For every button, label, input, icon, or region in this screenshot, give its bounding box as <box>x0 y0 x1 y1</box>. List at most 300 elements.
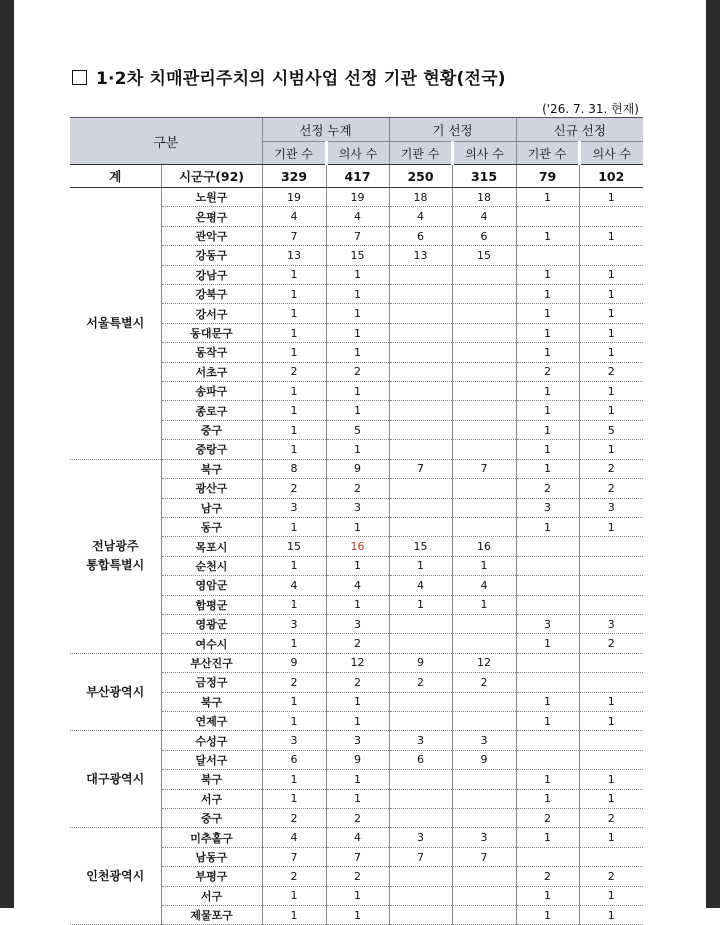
district-name: 여수시 <box>161 634 262 653</box>
count-cell <box>452 498 516 517</box>
district-name: 강남구 <box>161 265 262 284</box>
count-cell: 9 <box>326 459 389 478</box>
header-sub-doctors: 의사 수 <box>326 142 389 165</box>
count-cell: 8 <box>262 459 326 478</box>
count-cell: 1 <box>452 595 516 614</box>
count-cell: 1 <box>262 343 326 362</box>
count-cell <box>389 517 452 536</box>
count-cell <box>452 420 516 439</box>
count-cell: 6 <box>389 750 452 769</box>
count-cell: 1 <box>326 382 389 401</box>
header-group-cumulative: 선정 누계 <box>262 118 389 142</box>
district-name: 함평군 <box>161 595 262 614</box>
count-cell: 4 <box>262 576 326 595</box>
count-cell: 1 <box>262 789 326 808</box>
count-cell: 1 <box>516 226 579 245</box>
count-cell: 1 <box>516 886 579 905</box>
district-name: 남구 <box>161 498 262 517</box>
count-cell: 1 <box>579 382 643 401</box>
viewer-left-border <box>0 0 14 908</box>
count-cell: 9 <box>389 653 452 672</box>
count-cell <box>389 789 452 808</box>
count-cell: 3 <box>262 614 326 633</box>
count-cell <box>452 711 516 730</box>
count-cell: 1 <box>579 226 643 245</box>
table-row <box>70 459 643 478</box>
count-cell: 1 <box>326 711 389 730</box>
count-cell: 1 <box>262 382 326 401</box>
count-cell <box>389 382 452 401</box>
count-cell: 1 <box>579 886 643 905</box>
district-name: 목포시 <box>161 537 262 556</box>
count-cell <box>516 207 579 226</box>
table-row <box>70 731 643 750</box>
count-cell: 1 <box>326 304 389 323</box>
count-cell: 1 <box>326 886 389 905</box>
count-cell: 3 <box>326 731 389 750</box>
count-cell <box>579 653 643 672</box>
count-cell: 1 <box>579 265 643 284</box>
count-cell: 1 <box>579 906 643 925</box>
table-row <box>70 653 643 672</box>
count-cell: 9 <box>452 750 516 769</box>
count-cell <box>389 479 452 498</box>
count-cell: 1 <box>326 692 389 711</box>
count-cell: 3 <box>389 731 452 750</box>
district-name: 동대문구 <box>161 323 262 342</box>
count-cell: 1 <box>516 789 579 808</box>
count-cell: 1 <box>516 692 579 711</box>
count-cell: 3 <box>516 614 579 633</box>
district-name: 서구 <box>161 789 262 808</box>
count-cell <box>389 692 452 711</box>
count-cell: 2 <box>326 479 389 498</box>
count-cell <box>389 711 452 730</box>
count-cell: 1 <box>579 440 643 459</box>
count-cell: 2 <box>326 673 389 692</box>
count-cell: 3 <box>389 828 452 847</box>
count-cell: 9 <box>326 750 389 769</box>
total-label: 계 <box>70 165 161 188</box>
count-cell <box>389 304 452 323</box>
count-cell: 2 <box>579 362 643 381</box>
total-value: 417 <box>326 165 389 188</box>
count-cell <box>389 285 452 304</box>
count-cell <box>452 906 516 925</box>
count-cell: 12 <box>452 653 516 672</box>
count-cell: 16 <box>452 537 516 556</box>
count-cell: 7 <box>452 459 516 478</box>
count-cell: 1 <box>326 906 389 925</box>
count-cell <box>516 537 579 556</box>
header-sub-institutions: 기관 수 <box>262 142 326 165</box>
count-cell: 1 <box>262 556 326 575</box>
count-cell: 2 <box>262 673 326 692</box>
district-name: 미추홀구 <box>161 828 262 847</box>
count-cell <box>579 207 643 226</box>
count-cell: 1 <box>262 304 326 323</box>
district-name: 북구 <box>161 692 262 711</box>
district-name: 금정구 <box>161 673 262 692</box>
count-cell: 1 <box>516 323 579 342</box>
count-cell <box>389 343 452 362</box>
count-cell: 1 <box>262 634 326 653</box>
count-cell: 1 <box>262 323 326 342</box>
district-name: 제물포구 <box>161 906 262 925</box>
header-sub-institutions: 기관 수 <box>516 142 579 165</box>
count-cell <box>579 537 643 556</box>
count-cell: 1 <box>579 323 643 342</box>
count-cell <box>389 265 452 284</box>
count-cell <box>579 556 643 575</box>
count-cell <box>516 653 579 672</box>
count-cell: 13 <box>389 246 452 265</box>
count-cell: 2 <box>262 809 326 828</box>
count-cell <box>452 440 516 459</box>
district-name: 노원구 <box>161 188 262 207</box>
count-cell: 1 <box>262 401 326 420</box>
count-cell: 1 <box>326 595 389 614</box>
count-cell: 7 <box>262 847 326 866</box>
count-cell: 4 <box>326 576 389 595</box>
count-cell: 1 <box>516 634 579 653</box>
count-cell: 2 <box>262 867 326 886</box>
count-cell: 18 <box>452 188 516 207</box>
count-cell <box>452 285 516 304</box>
count-cell: 1 <box>516 343 579 362</box>
count-cell: 1 <box>262 906 326 925</box>
header-sub-institutions: 기관 수 <box>389 142 452 165</box>
count-cell: 1 <box>262 711 326 730</box>
count-cell: 19 <box>262 188 326 207</box>
count-cell: 1 <box>262 285 326 304</box>
count-cell: 2 <box>579 459 643 478</box>
count-cell: 2 <box>579 479 643 498</box>
district-name: 동구 <box>161 517 262 536</box>
count-cell: 1 <box>516 401 579 420</box>
count-cell: 7 <box>326 847 389 866</box>
count-cell: 2 <box>516 809 579 828</box>
count-cell: 1 <box>326 517 389 536</box>
count-cell: 3 <box>579 614 643 633</box>
count-cell: 3 <box>262 498 326 517</box>
count-cell: 1 <box>262 886 326 905</box>
count-cell <box>452 886 516 905</box>
count-cell: 1 <box>262 595 326 614</box>
count-cell: 1 <box>579 828 643 847</box>
count-cell <box>579 750 643 769</box>
district-name: 북구 <box>161 459 262 478</box>
total-value: 315 <box>452 165 516 188</box>
count-cell <box>389 498 452 517</box>
district-name: 동작구 <box>161 343 262 362</box>
page-title-text: 1·2차 치매관리주치의 시범사업 선정 기관 현황(전국) <box>96 69 506 89</box>
total-unit: 시군구(92) <box>161 165 262 188</box>
region-name: 서울특별시 <box>70 188 161 460</box>
table-row <box>70 188 643 207</box>
count-cell: 3 <box>579 498 643 517</box>
header-group-new: 신규 선정 <box>516 118 643 142</box>
count-cell: 2 <box>452 673 516 692</box>
region-name: 부산광역시 <box>70 653 161 731</box>
count-cell: 1 <box>262 265 326 284</box>
count-cell: 1 <box>262 440 326 459</box>
count-cell: 1 <box>579 789 643 808</box>
count-cell: 1 <box>516 304 579 323</box>
checkbox-square-icon <box>72 70 87 85</box>
count-cell: 7 <box>326 226 389 245</box>
count-cell: 2 <box>262 362 326 381</box>
count-cell: 4 <box>326 828 389 847</box>
district-name: 남동구 <box>161 847 262 866</box>
region-name: 인천광역시 <box>70 828 161 925</box>
count-cell: 1 <box>579 692 643 711</box>
count-cell <box>516 556 579 575</box>
count-cell: 2 <box>326 867 389 886</box>
count-cell <box>579 731 643 750</box>
count-cell <box>389 440 452 459</box>
count-cell <box>516 246 579 265</box>
count-cell: 1 <box>516 459 579 478</box>
region-name: 전남광주 통합특별시 <box>70 459 161 653</box>
count-cell: 6 <box>452 226 516 245</box>
district-name: 영광군 <box>161 614 262 633</box>
count-cell <box>389 362 452 381</box>
district-name: 강서구 <box>161 304 262 323</box>
count-cell: 1 <box>516 711 579 730</box>
total-value: 102 <box>579 165 643 188</box>
total-value: 329 <box>262 165 326 188</box>
count-cell: 1 <box>516 906 579 925</box>
count-cell: 4 <box>262 828 326 847</box>
count-cell <box>452 479 516 498</box>
count-cell <box>452 343 516 362</box>
count-cell: 2 <box>579 809 643 828</box>
count-cell: 1 <box>326 770 389 789</box>
table-row <box>70 828 643 847</box>
count-cell: 18 <box>389 188 452 207</box>
count-cell: 6 <box>262 750 326 769</box>
count-cell <box>389 886 452 905</box>
count-cell: 3 <box>326 614 389 633</box>
count-cell <box>452 614 516 633</box>
count-cell <box>452 401 516 420</box>
count-cell: 1 <box>262 770 326 789</box>
count-cell <box>389 634 452 653</box>
count-cell <box>579 673 643 692</box>
count-cell: 1 <box>579 517 643 536</box>
count-cell: 4 <box>262 207 326 226</box>
district-name: 중구 <box>161 809 262 828</box>
count-cell: 3 <box>452 731 516 750</box>
count-cell <box>452 382 516 401</box>
region-name: 대구광역시 <box>70 731 161 828</box>
count-cell <box>452 809 516 828</box>
count-cell: 1 <box>326 343 389 362</box>
count-cell: 2 <box>326 362 389 381</box>
count-cell: 2 <box>326 634 389 653</box>
count-cell: 4 <box>389 576 452 595</box>
district-name: 부산진구 <box>161 653 262 672</box>
count-cell: 19 <box>326 188 389 207</box>
district-name: 연제구 <box>161 711 262 730</box>
district-name: 광산구 <box>161 479 262 498</box>
count-cell: 15 <box>262 537 326 556</box>
district-name: 중랑구 <box>161 440 262 459</box>
count-cell <box>452 692 516 711</box>
district-name: 북구 <box>161 770 262 789</box>
count-cell: 1 <box>389 595 452 614</box>
total-value: 79 <box>516 165 579 188</box>
count-cell: 7 <box>389 847 452 866</box>
document-page <box>14 0 706 923</box>
count-cell: 1 <box>579 401 643 420</box>
district-name: 순천시 <box>161 556 262 575</box>
count-cell: 1 <box>516 382 579 401</box>
count-cell: 15 <box>326 246 389 265</box>
count-cell: 7 <box>389 459 452 478</box>
count-cell: 1 <box>579 304 643 323</box>
count-cell <box>452 265 516 284</box>
district-name: 종로구 <box>161 401 262 420</box>
count-cell: 1 <box>516 440 579 459</box>
count-cell <box>389 323 452 342</box>
district-name: 서구 <box>161 886 262 905</box>
district-name: 부평구 <box>161 867 262 886</box>
total-value: 250 <box>389 165 452 188</box>
count-cell: 2 <box>389 673 452 692</box>
count-cell: 1 <box>516 770 579 789</box>
count-cell <box>579 847 643 866</box>
count-cell: 7 <box>452 847 516 866</box>
header-sub-doctors: 의사 수 <box>579 142 643 165</box>
count-cell: 12 <box>326 653 389 672</box>
count-cell <box>452 323 516 342</box>
count-cell <box>452 770 516 789</box>
count-cell: 1 <box>516 188 579 207</box>
count-cell: 1 <box>262 692 326 711</box>
count-cell <box>389 770 452 789</box>
count-cell: 1 <box>579 770 643 789</box>
count-cell: 1 <box>516 285 579 304</box>
count-cell <box>516 673 579 692</box>
count-cell <box>452 634 516 653</box>
count-cell <box>516 750 579 769</box>
count-cell: 1 <box>516 265 579 284</box>
count-cell <box>452 362 516 381</box>
count-cell <box>389 906 452 925</box>
count-cell: 5 <box>579 420 643 439</box>
count-cell: 3 <box>262 731 326 750</box>
count-cell <box>516 731 579 750</box>
district-name: 달서구 <box>161 750 262 769</box>
count-cell <box>516 576 579 595</box>
count-cell: 1 <box>579 711 643 730</box>
count-cell <box>579 576 643 595</box>
count-cell <box>389 401 452 420</box>
count-cell: 1 <box>579 343 643 362</box>
count-cell: 1 <box>326 789 389 808</box>
count-cell: 1 <box>452 556 516 575</box>
status-table <box>70 117 643 925</box>
count-cell: 5 <box>326 420 389 439</box>
count-cell: 1 <box>326 440 389 459</box>
count-cell: 2 <box>579 634 643 653</box>
count-cell <box>452 304 516 323</box>
count-cell <box>452 867 516 886</box>
count-cell <box>389 420 452 439</box>
count-cell: 4 <box>389 207 452 226</box>
count-cell: 1 <box>326 285 389 304</box>
count-cell: 1 <box>579 188 643 207</box>
count-cell: 1 <box>516 420 579 439</box>
district-name: 영암군 <box>161 576 262 595</box>
count-cell <box>516 847 579 866</box>
count-cell: 1 <box>262 517 326 536</box>
count-cell: 13 <box>262 246 326 265</box>
viewer-right-border <box>706 0 720 908</box>
count-cell <box>579 595 643 614</box>
count-cell: 2 <box>262 479 326 498</box>
count-cell: 1 <box>326 401 389 420</box>
count-cell <box>452 789 516 808</box>
count-cell: 1 <box>579 285 643 304</box>
count-cell: 1 <box>326 323 389 342</box>
count-cell: 2 <box>516 479 579 498</box>
count-cell <box>389 867 452 886</box>
as-of-date: ('26. 7. 31. 현재) <box>542 102 639 116</box>
count-cell <box>516 595 579 614</box>
count-cell <box>389 809 452 828</box>
count-cell: 7 <box>262 226 326 245</box>
count-cell: 3 <box>452 828 516 847</box>
count-cell: 1 <box>326 556 389 575</box>
count-cell: 1 <box>516 828 579 847</box>
header-sub-doctors: 의사 수 <box>452 142 516 165</box>
count-cell: 3 <box>516 498 579 517</box>
count-cell: 9 <box>262 653 326 672</box>
district-name: 중구 <box>161 420 262 439</box>
count-cell <box>452 517 516 536</box>
count-cell: 3 <box>326 498 389 517</box>
count-cell: 2 <box>516 867 579 886</box>
count-cell: 1 <box>516 517 579 536</box>
district-name: 수성구 <box>161 731 262 750</box>
district-name: 강북구 <box>161 285 262 304</box>
count-cell: 15 <box>452 246 516 265</box>
count-cell: 1 <box>326 265 389 284</box>
district-name: 은평구 <box>161 207 262 226</box>
count-cell: 2 <box>516 362 579 381</box>
header-group-existing: 기 선정 <box>389 118 516 142</box>
count-cell: 1 <box>389 556 452 575</box>
district-name: 강동구 <box>161 246 262 265</box>
district-name: 송파구 <box>161 382 262 401</box>
count-cell: 16 <box>326 537 389 556</box>
count-cell: 1 <box>262 420 326 439</box>
district-name: 관악구 <box>161 226 262 245</box>
header-division: 구분 <box>70 118 262 165</box>
count-cell <box>389 614 452 633</box>
count-cell: 2 <box>326 809 389 828</box>
count-cell: 4 <box>452 576 516 595</box>
count-cell: 15 <box>389 537 452 556</box>
total-row <box>70 165 643 188</box>
page-title <box>72 64 506 89</box>
count-cell: 2 <box>579 867 643 886</box>
count-cell: 4 <box>452 207 516 226</box>
district-name: 서초구 <box>161 362 262 381</box>
